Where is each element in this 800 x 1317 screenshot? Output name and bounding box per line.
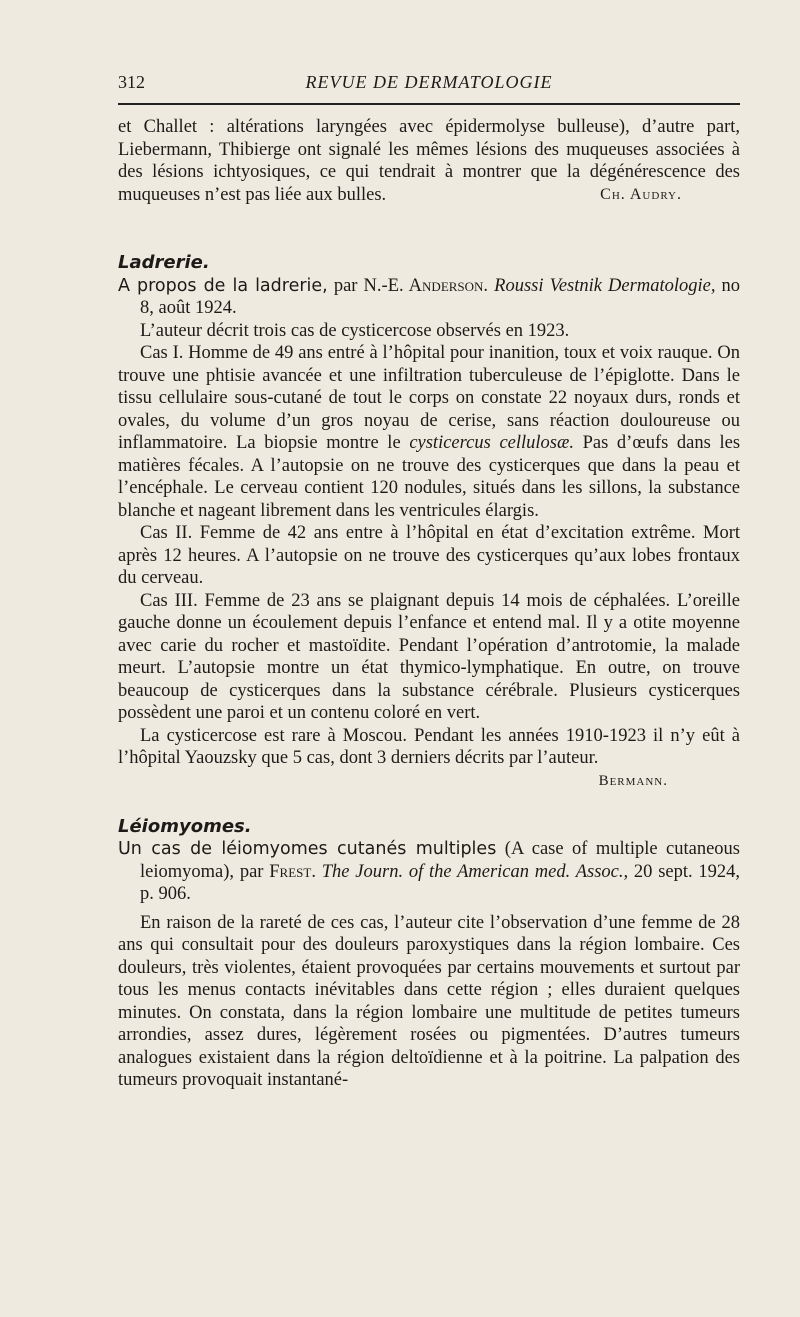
continued-paragraph (118, 116, 740, 206)
article-author: Frest. (269, 861, 316, 882)
signature-bermann: Bermann. (598, 772, 668, 789)
spacer (118, 794, 740, 816)
article-author: N.-E. Anderson. (363, 275, 489, 296)
article-heading-ladrerie (118, 275, 740, 320)
page-number: 312 (118, 72, 145, 92)
spacer (118, 206, 740, 230)
closing-text: La cysticercose est rare à Moscou. Pendant les années 1910-1923 il n’y eût à l’hôpital Yaouzsky que 5 cas, dont 3 derniers décrits par l’auteur. (118, 725, 740, 768)
journal-issue: 20 sept. 1924, p. 906. (140, 861, 741, 904)
spacer (118, 230, 740, 252)
journal-issue: no 8, août 1924. (140, 275, 741, 318)
paragraph: Cas II. Femme de 42 ans entre à l’hôpital en état d’excitation extrême. Mort après 12 heures. A l’autopsie on ne trouve des cysticerques qu’aux lobes frontaux du cerveau. (118, 523, 740, 588)
section-heading-leiomyomes: Léiomyomes. (118, 815, 252, 837)
biopsy-text: La biopsie montre le (236, 433, 401, 453)
text-column (118, 116, 740, 1092)
english-title: (A case of multiple cutaneous leiomyoma), (140, 839, 740, 882)
paragraph: En raison de la rareté de ces cas, l’auteur cite l’observation d’une femme de 28 ans qui consultait pour des douleurs paroxystiques dans la région lombaire. Ces douleurs, très violentes, étaient provoquées par certains mouvements et surtout par tous les menus contacts inévitables dans cette région ; elles duraient quelques minutes. On constata, dans la région lombaire une multitude de petites tumeurs arrondies, assez dures, légèrement rosées ou pigmentées. D’autres tumeurs analogues existaient dans la région deltoïdienne et à la poitrine. La palpation des tumeurs provoquait instantané- (118, 912, 740, 1090)
by-word: par (333, 275, 358, 296)
continued-text: et Challet : altérations laryngées avec épidermolyse bulleuse), d’autre part, Liebermann, Thibierge ont signalé les mêmes lésions des muqueuses associées à des lésions ichtyosiques, ce qui tendrait à montrer que la dégénérescence des muqueuses n’est pas liée aux bulles. (118, 117, 740, 205)
species-name: cysticercus cellulosæ. (409, 433, 574, 453)
journal-name: Roussi Vestnik Dermatologie, (494, 275, 716, 296)
paragraph (118, 725, 740, 789)
paragraph: Cas III. Femme de 23 ans se plaignant depuis 14 mois de céphalées. L’oreille gauche donne un écoulement depuis l’enfance et entend mal. Il y a otite moyenne avec carie du rocher et mastoïdite. Pendant l’opération d’antrotomie, la malade meurt. L’autopsie montre un état thymico-lymphatique. En outre, on trouve beaucoup de cysticerques dans la substance cérébrale. Plusieurs cysticerques possèdent une paroi et un contenu coloré en vert. (118, 590, 740, 723)
case-1-text: Cas I. Homme de 49 ans entré à l’hôpital pour inanition, toux et voix rauque. On trouve une phtisie avancée et une infiltration tuberculeuse de l’épiglotte. Dans le tissu cellulaire sous-cutané de tout le corps on constate 22 noyaux durs, ronds et ovales, du volume d’un gros noyau de cerise, sans réaction douloureuse ou inflammatoire. (118, 343, 740, 453)
signature-audry: Ch. Audry. (600, 185, 682, 203)
paragraph (118, 342, 740, 522)
by-word: par (239, 861, 264, 882)
section-heading-ladrerie: Ladrerie. (118, 252, 210, 273)
biopsy-text-after: Pas d’œufs dans les matières fécales. A l’autopsie on ne trouve des cysticerques que dans la peau et l’encéphale. Le cerveau contient 120 nodules, situés dans les sillons, la substance blanche et nageant librement dans les ventricules élargis. (118, 433, 741, 521)
article-heading-leiomyomes (118, 838, 740, 906)
article-title: Un cas de léiomyomes cutanés multiples (118, 839, 497, 859)
paragraph: L’auteur décrit trois cas de cysticercose observés en 1923. (140, 320, 570, 341)
article-title: A propos de la ladrerie, (118, 275, 328, 296)
header-rule (118, 103, 740, 105)
journal-title: REVUE DE DERMATOLOGIE (305, 72, 553, 92)
running-head (118, 70, 740, 98)
journal-name: The Journ. of the American med. Assoc., (321, 861, 629, 882)
